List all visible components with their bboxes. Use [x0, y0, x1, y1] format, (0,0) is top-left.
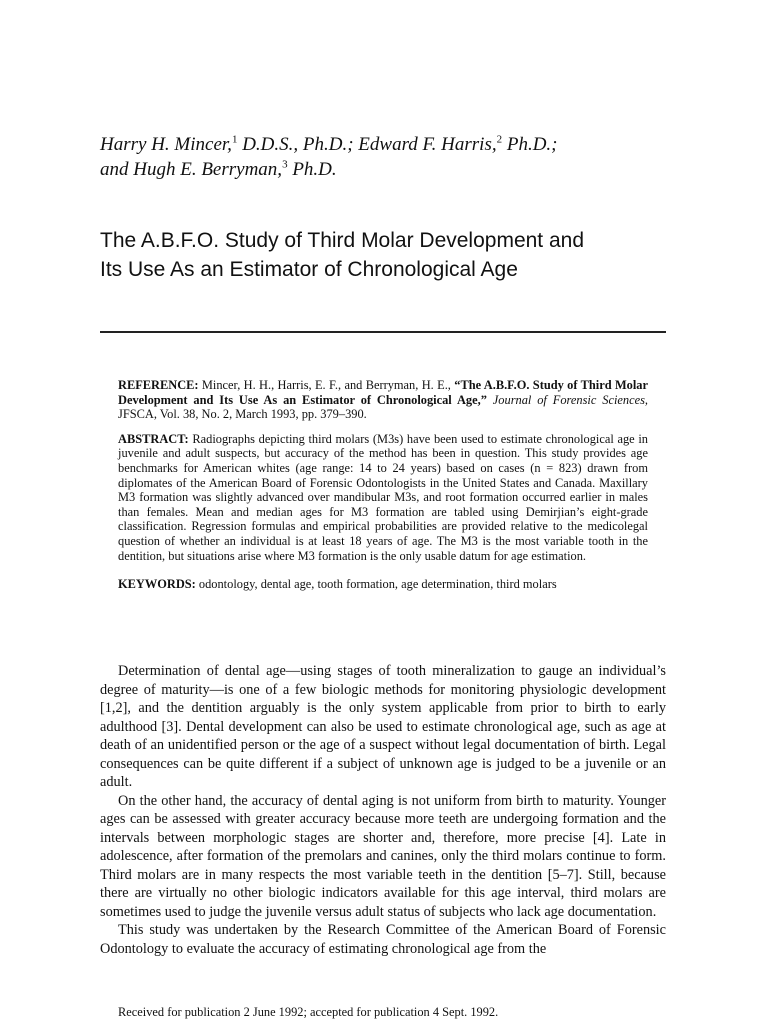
author-name: Harry H. Mincer,: [100, 134, 232, 155]
title-line: Its Use As an Estimator of Chronological Age: [100, 258, 518, 281]
affiliation-mark: 2: [496, 133, 503, 146]
reference-article-title: “The A.B.F.O. Study of Third Molar Development and Its Use As an Estimator of Chronological Age,”: [118, 378, 648, 407]
keywords-paragraph: [118, 577, 648, 592]
body-paragraph: Determination of dental age—using stages of tooth mineralization to gauge an individual’s degree of maturity—is one of a few biologic methods for monitoring physiologic development [1,2], and the dentition arguably is the only system applicable from prior to birth to early adulthood [3]. Dental development can also be used to estimate chronological age, such as age at death of an unidentified person or the age of a suspect without legal documentation of birth. Legal consequences can be quite different if a subject of unknown age is judged to be a juvenile or an adult.: [100, 663, 666, 790]
abstract-text: Radiographs depicting third molars (M3s) have been used to estimate chronological age in juvenile and adult suspects, but accuracy of the method has been in question. This study provides age benchmarks for American whites (age range: 14 to 24 years) based on cases (n = 823) drawn from diplomates of the American Board of Forensic Odontologists in the United States and Canada. Maxillary M3 formation was slightly advanced over mandibular M3s, and root formation occurred earlier in males than females. Mean and median ages for M3 formation are tabled using Demirjian’s eight-grade classification. Regression formulas and empirical probabilities are provided relative to the medicolegal question of whether an individual is at least 18 years of age. The M3 is the most variable tooth in the dentition, but situations arise where M3 formation is the only usable datum for age estimation.: [118, 431, 648, 563]
affiliation-mark: 3: [282, 158, 288, 171]
abstract-block: [118, 378, 648, 602]
affiliation-mark: 1: [231, 133, 238, 146]
author-list: [100, 132, 680, 182]
body-paragraph: On the other hand, the accuracy of dental aging is not uniform from birth to maturity. Younger ages can be assessed with greater accuracy because more teeth are undergoing formation and the intervals between morphologic stages are shorter and, therefore, more precise [4]. Late in adolescence, after formation of the premolars and canines, only the third molars continue to form. Third molars are in many respects the most variable teeth in the dentition [5–7]. Still, because there are virtually no other biologic indicators available for this age interval, third molars are sometimes used to judge the juvenile versus adult status of subjects who lack age documentation.: [100, 792, 666, 920]
author-name: Edward F. Harris,: [353, 134, 497, 155]
reference-details: JFSCA, Vol. 38, No. 2, March 1993, pp. 379–390.: [118, 407, 367, 422]
received-footnote: Received for publication 2 June 1992; accepted for publication 4 Sept. 1992.: [118, 1005, 499, 1019]
author-degree: Ph.D.: [287, 159, 337, 180]
reference-paragraph: [118, 378, 648, 422]
title-divider: [100, 331, 666, 333]
author-degree: D.D.S., Ph.D.;: [237, 134, 354, 155]
author-degree: Ph.D.;: [502, 134, 558, 155]
body-text: [100, 662, 666, 958]
paper-title: [100, 226, 700, 284]
reference-authors: Mincer, H. H., Harris, E. F., and Berryman, H. E.,: [198, 378, 455, 392]
keywords-label: KEYWORDS:: [118, 577, 196, 592]
abstract-paragraph: [118, 432, 648, 563]
title-line: The A.B.F.O. Study of Third Molar Development and: [100, 229, 585, 252]
keywords-text: odontology, dental age, tooth formation, age determination, third molars: [195, 577, 557, 592]
body-paragraph: This study was undertaken by the Research Committee of the American Board of Forensic Odontology to evaluate the accuracy of estimating chronological age from the: [100, 922, 666, 957]
author-name: and Hugh E. Berryman,: [100, 159, 283, 180]
abstract-label: ABSTRACT:: [118, 431, 189, 446]
reference-label: REFERENCE:: [118, 378, 199, 392]
reference-journal: Journal of Forensic Sciences,: [486, 392, 648, 407]
